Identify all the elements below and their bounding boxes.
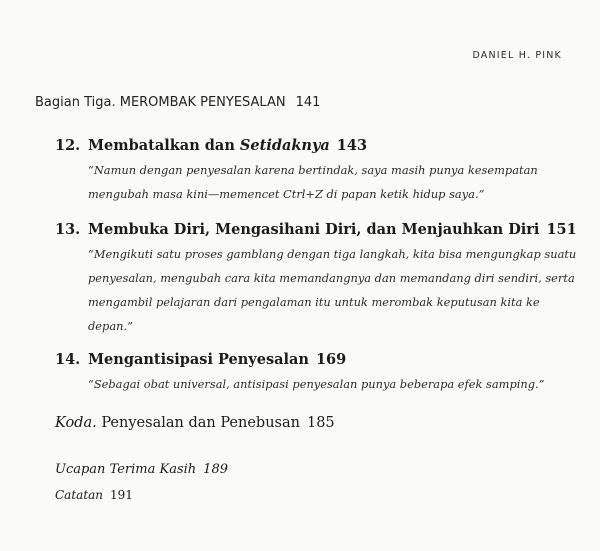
chapter-number: 13.: [55, 221, 81, 238]
part-title: Bagian Tiga. MEROMBAK PENYESALAN: [35, 95, 286, 110]
chapter-heading: [55, 221, 580, 238]
part-heading: [35, 95, 320, 110]
acknowledgements-page-number: 189: [203, 462, 228, 477]
chapter-page-number: 143: [336, 137, 368, 154]
chapter-quote: “Sebagai obat universal, antisipasi penyesalan punya beberapa efek samping.”: [88, 377, 545, 391]
running-header-author: DANIEL H. PINK: [472, 50, 562, 61]
chapter-title: Membuka Diri, Mengasihani Diri, dan Menjauhkan Diri: [88, 221, 540, 238]
chapter-title: Membatalkan dan: [88, 137, 240, 154]
notes-label: Catatan: [55, 488, 104, 502]
acknowledgements-label: Ucapan Terima Kasih: [55, 462, 197, 477]
toc-entry-14: [55, 351, 580, 396]
chapter-number: 12.: [55, 137, 81, 154]
chapter-quote: “Mengikuti satu proses gamblang dengan tiga langkah, kita bisa mengungkap suatu penyesalan, mengubah cara kita memandangnya dan memandang diri sendiri, serta mengambil pelajaran dari pengalaman itu untuk merombak keputusan kita ke depan.”: [88, 247, 577, 333]
chapter-page-number: 169: [315, 351, 347, 368]
chapter-number: 14.: [55, 351, 81, 368]
chapter-quote: “Namun dengan penyesalan karena bertindak, saya masih punya kesempatan mengubah masa kini—memencet Ctrl+Z di papan ketik hidup saya.”: [88, 163, 538, 201]
chapter-title: Mengantisipasi Penyesalan: [88, 351, 309, 368]
chapter-heading: [55, 137, 580, 154]
chapter-page-number: 151: [546, 221, 577, 238]
coda-page-number: 185: [306, 415, 335, 431]
toc-entry-12: [55, 137, 580, 206]
coda-title: Penyesalan dan Penebusan: [96, 415, 300, 431]
notes-page-number: 191: [110, 488, 133, 502]
notes-entry: [55, 488, 133, 502]
coda-entry: [55, 415, 335, 431]
coda-label: Koda.: [55, 415, 97, 431]
chapter-heading: [55, 351, 580, 368]
chapter-title-italic: Setidaknya: [239, 137, 330, 154]
toc-entry-13: [55, 221, 580, 338]
part-page-number: 141: [295, 95, 321, 110]
acknowledgements-entry: [55, 462, 228, 477]
